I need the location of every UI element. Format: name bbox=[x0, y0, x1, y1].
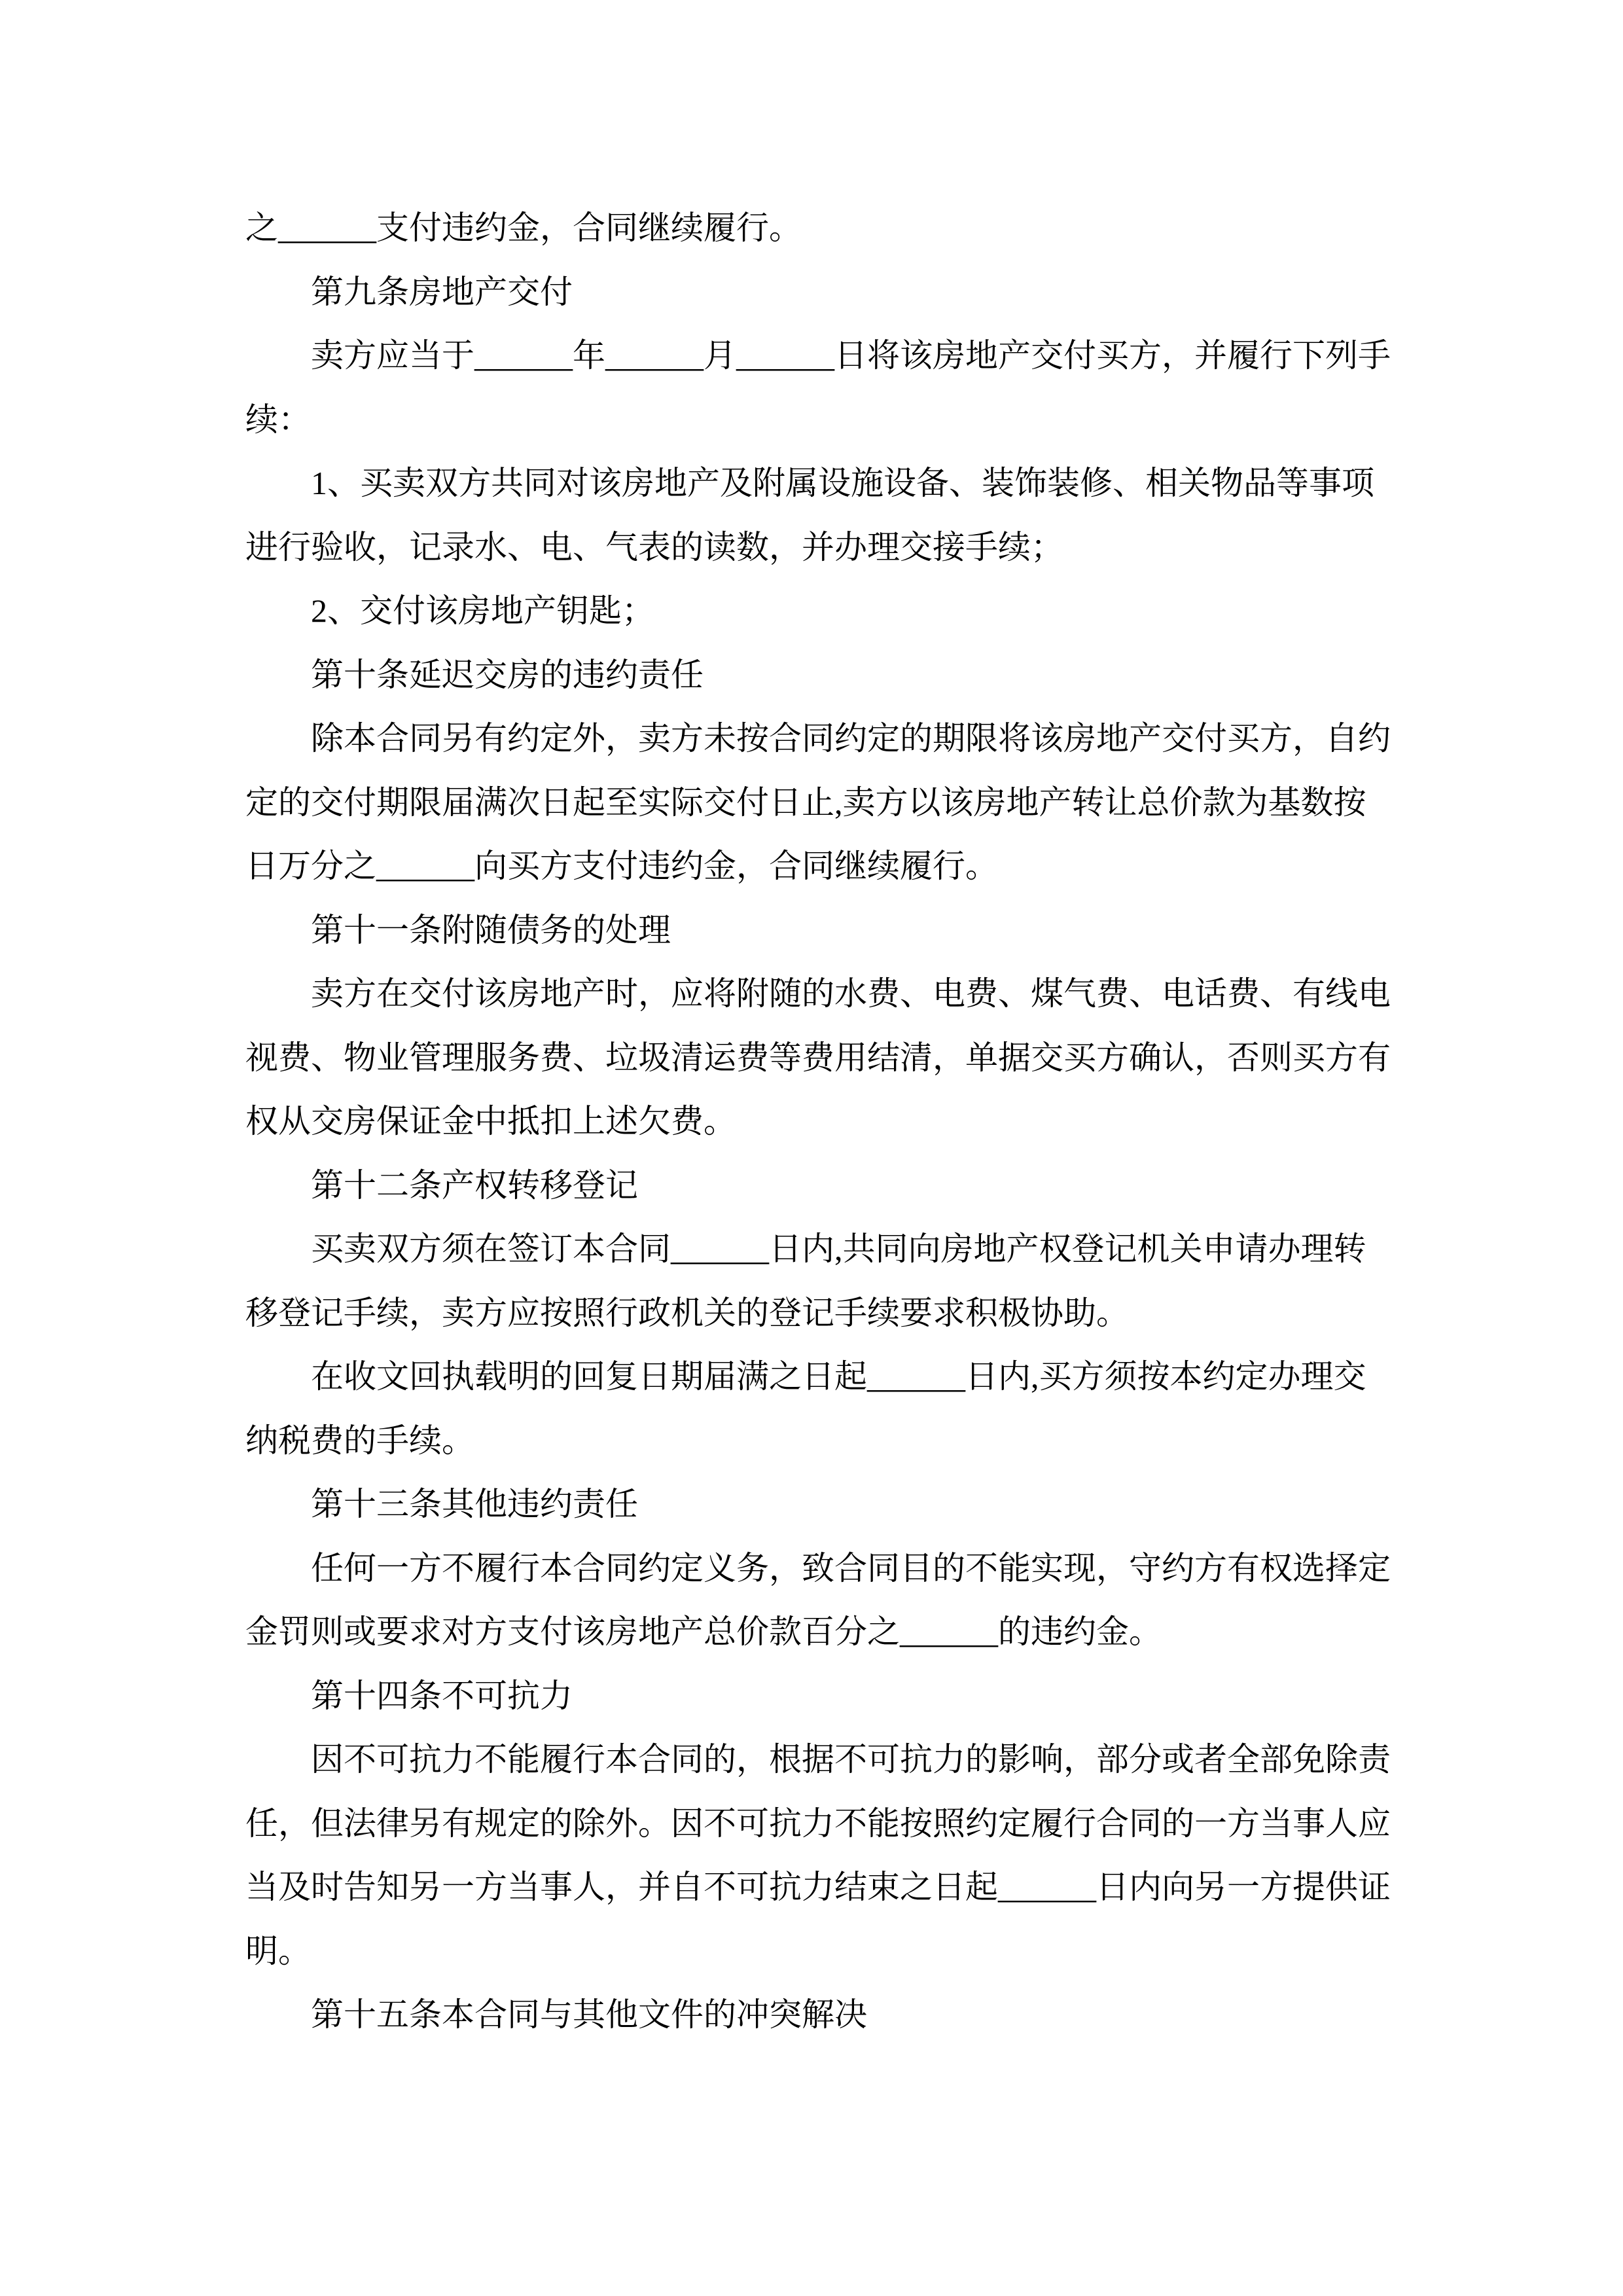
text-line: 第十一条附随债务的处理 bbox=[311, 911, 671, 948]
text-line: 任何一方不履行本合同约定义务，致合同目的不能实现，守约方有权选择定 bbox=[311, 1549, 1391, 1587]
text-line: 第十五条本合同与其他文件的冲突解决 bbox=[311, 1996, 867, 2033]
text-line: 2、交付该房地产钥匙； bbox=[311, 592, 654, 629]
text-line: 当及时告知另一方当事人，并自不可抗力结束之日起______日内向另一方提供证 bbox=[245, 1869, 1391, 1905]
text-line: 权从交房保证金中抵扣上述欠费。 bbox=[245, 1103, 736, 1139]
text-line: 视费、物业管理服务费、垃圾清运费等费用结清，单据交买方确认，否则买方有 bbox=[245, 1039, 1391, 1076]
text-line: 金罚则或要求对方支付该房地产总价款百分之______的违约金。 bbox=[245, 1613, 1162, 1650]
contract-text-block bbox=[245, 196, 1391, 2047]
text-line: 进行验收，记录水、电、气表的读数，并办理交接手续； bbox=[245, 528, 1063, 565]
text-line: 在收文回执载明的回复日期届满之日起______日内,买方须按本约定办理交 bbox=[311, 1358, 1366, 1395]
text-line: 移登记手续，卖方应按照行政机关的登记手续要求积极协助。 bbox=[245, 1294, 1129, 1331]
text-line: 除本合同另有约定外，卖方未按合同约定的期限将该房地产交付买方，自约 bbox=[311, 720, 1391, 757]
text-line: 第十二条产权转移登记 bbox=[311, 1166, 638, 1204]
text-line: 纳税费的手续。 bbox=[245, 1422, 474, 1459]
text-line: 卖方应当于______年______月______日将该房地产交付买方，并履行下列手 bbox=[311, 337, 1391, 374]
text-line: 第十三条其他违约责任 bbox=[311, 1486, 638, 1522]
text-line: 之______支付违约金，合同继续履行。 bbox=[245, 209, 802, 246]
text-line: 1、买卖双方共同对该房地产及附属设施设备、装饰装修、相关物品等事项 bbox=[311, 465, 1374, 501]
text-line: 明。 bbox=[245, 1932, 311, 1969]
text-line: 第十四条不可抗力 bbox=[311, 1677, 573, 1714]
text-line: 定的交付期限届满次日起至实际交付日止,卖方以该房地产转让总价款为基数按 bbox=[245, 783, 1366, 821]
text-line: 续： bbox=[245, 401, 311, 438]
text-line: 因不可抗力不能履行本合同的，根据不可抗力的影响，部分或者全部免除责 bbox=[311, 1741, 1391, 1778]
text-line: 第十条延迟交房的违约责任 bbox=[311, 656, 704, 693]
text-line: 日万分之______向买方支付违约金，合同继续履行。 bbox=[245, 848, 998, 884]
text-line: 任，但法律另有规定的除外。因不可抗力不能按照约定履行合同的一方当事人应 bbox=[245, 1804, 1391, 1842]
text-line: 买卖双方须在签订本合同______日内,共同向房地产权登记机关申请办理转 bbox=[311, 1230, 1366, 1267]
text-line: 卖方在交付该房地产时，应将附随的水费、电费、煤气费、电话费、有线电 bbox=[311, 975, 1391, 1012]
text-line: 第九条房地产交付 bbox=[311, 273, 573, 310]
